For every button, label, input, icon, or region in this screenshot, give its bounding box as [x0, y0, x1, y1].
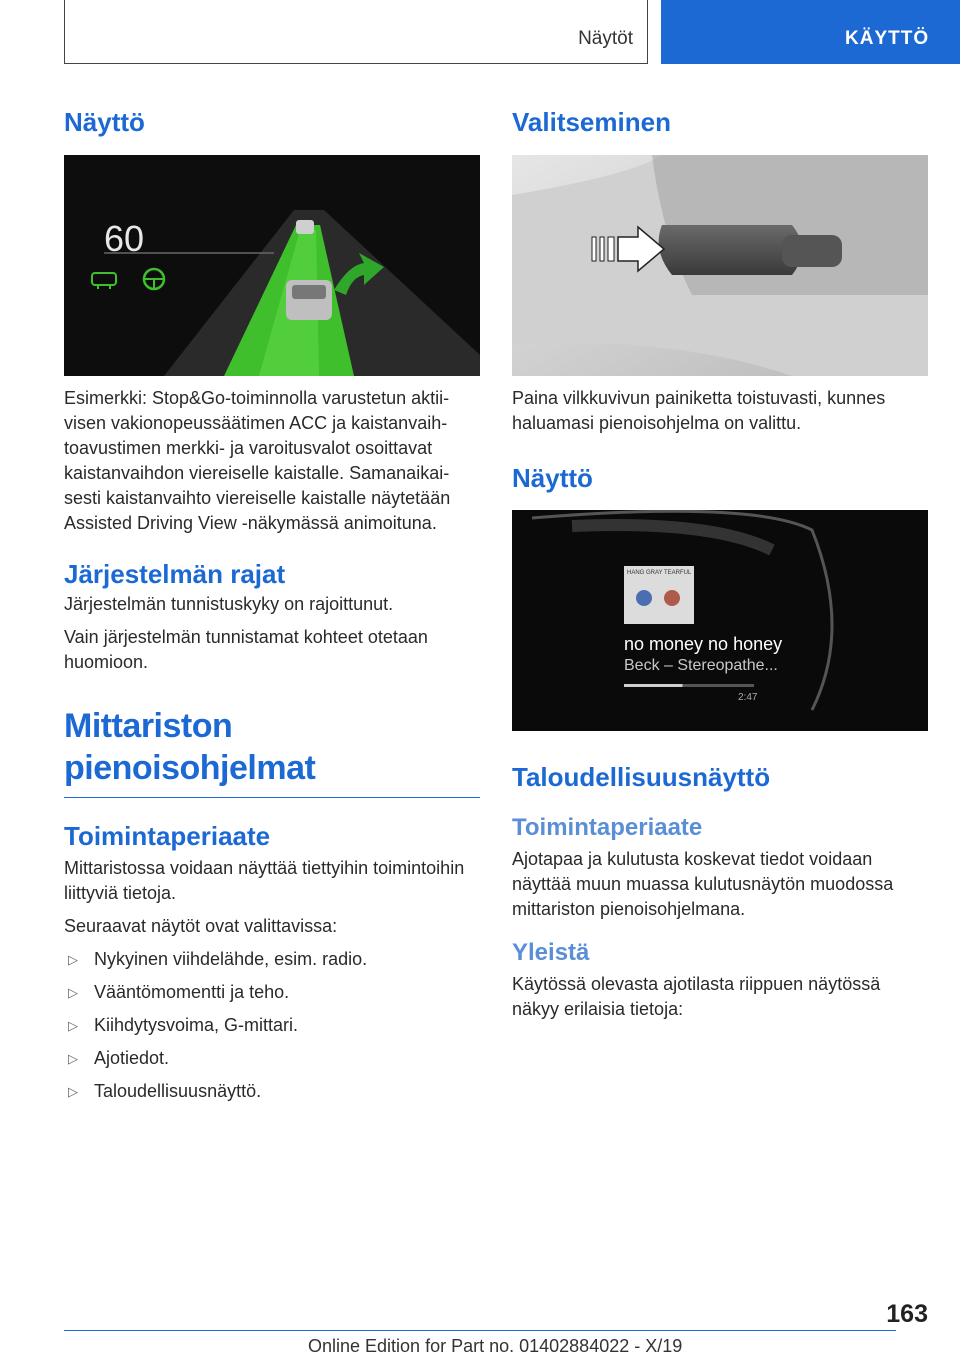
paragraph-selectable: Seuraavat näytöt ovat valittavissa:: [64, 916, 338, 936]
triangle-bullet-icon: ▷: [68, 952, 78, 967]
heading-principle-2: Toimintaperiaate: [512, 814, 703, 841]
footer-edition: Online Edition for Part no. 01402884022 - X/19: [308, 1336, 683, 1356]
heading-display-2: Näyttö: [512, 463, 593, 493]
paragraph-principle: Mittaristossa voidaan näyttää tiettyihin toimintoihin liittyviä tietoja.: [64, 858, 465, 903]
list-item: ▷ Nykyinen viihdelähde, esim. radio.: [64, 947, 480, 972]
heading-general: Yleistä: [512, 939, 590, 966]
artist-name: Beck – Stereopathe...: [624, 657, 778, 674]
paragraph-limits-1: Järjestelmän tunnistuskyky on rajoittunut.: [64, 594, 394, 614]
title-widgets: Mittariston pienoisohjelmat: [64, 707, 316, 787]
heading-selecting: Valitseminen: [512, 107, 671, 137]
list-item: ▷ Taloudellisuusnäyttö.: [64, 1079, 480, 1104]
paragraph-limits-2: Vain järjestelmän tunnistamat kohteet otetaan huomioon.: [64, 627, 428, 672]
header-chapter-tab: [661, 0, 960, 64]
paragraph-general: Käytössä olevasta ajotilasta riippuen näytössä näkyy erilaisia tietoja:: [512, 974, 881, 1019]
paragraph-economy: Ajotapaa ja kulutusta koskevat tiedot voidaan näyttää muun muassa kulutusnäytön muodossa mittariston pienoisohjelmana.: [512, 849, 894, 919]
lever-stalk: [659, 225, 802, 275]
header-section-box: [64, 0, 648, 64]
paragraph-selecting: Paina vilkkuvivun painiketta toistuvasti, kunnes haluamasi pienoisohjelma on valittu.: [512, 388, 886, 433]
right-column: [512, 100, 928, 1022]
triangle-bullet-icon: ▷: [68, 1084, 78, 1099]
lead-car: [296, 220, 314, 234]
svg-text:HANG GRAY TEARFUL: HANG GRAY TEARFUL: [627, 570, 692, 576]
heading-economy: Taloudellisuusnäyttö: [512, 762, 771, 792]
footer-rule: [64, 1330, 896, 1331]
header-chapter-label: KÄYTTÖ: [845, 28, 930, 49]
turn-signal-lever-figure: [512, 155, 928, 376]
triangle-bullet-icon: ▷: [68, 1018, 78, 1033]
heading-system-limits: Järjestelmän rajat: [64, 559, 286, 589]
left-column: [64, 100, 480, 1112]
list-item: ▷ Kiihdytysvoima, G-mittari.: [64, 1013, 480, 1038]
display-options-list: [64, 947, 480, 1104]
heading-display: Näyttö: [64, 107, 145, 137]
page-number: 163: [886, 1300, 928, 1328]
triangle-bullet-icon: ▷: [68, 1051, 78, 1066]
song-title: no money no honey: [624, 634, 783, 654]
title-rule: [64, 797, 480, 798]
header-section-label: Näytöt: [578, 28, 633, 49]
speed-readout: 60: [104, 218, 145, 259]
media-widget-figure: [512, 510, 928, 731]
figure-background: [512, 510, 928, 731]
elapsed-time: 2:47: [738, 692, 758, 703]
assisted-driving-figure: [64, 155, 480, 376]
list-item: ▷ Ajotiedot.: [64, 1046, 480, 1071]
triangle-bullet-icon: ▷: [68, 985, 78, 1000]
paragraph-example: Esimerkki: Stop&Go-toiminnolla varustetun aktiivisen vakionopeussäätimen ACC ja kaistanvaihtoavustimen merkki- ja varoitusvalot osoittavat kaistanvaihdon viereiselle kaistalle. Samanaikaisesti kaistanvaihto viereiselle kaistalle näytetään Assisted Driving View -näkymässä animoituna.: [64, 388, 451, 533]
heading-principle: Toimintaperiaate: [64, 821, 271, 851]
progress-fill: [624, 684, 683, 687]
list-item: ▷ Vääntömomentti ja teho.: [64, 980, 480, 1005]
